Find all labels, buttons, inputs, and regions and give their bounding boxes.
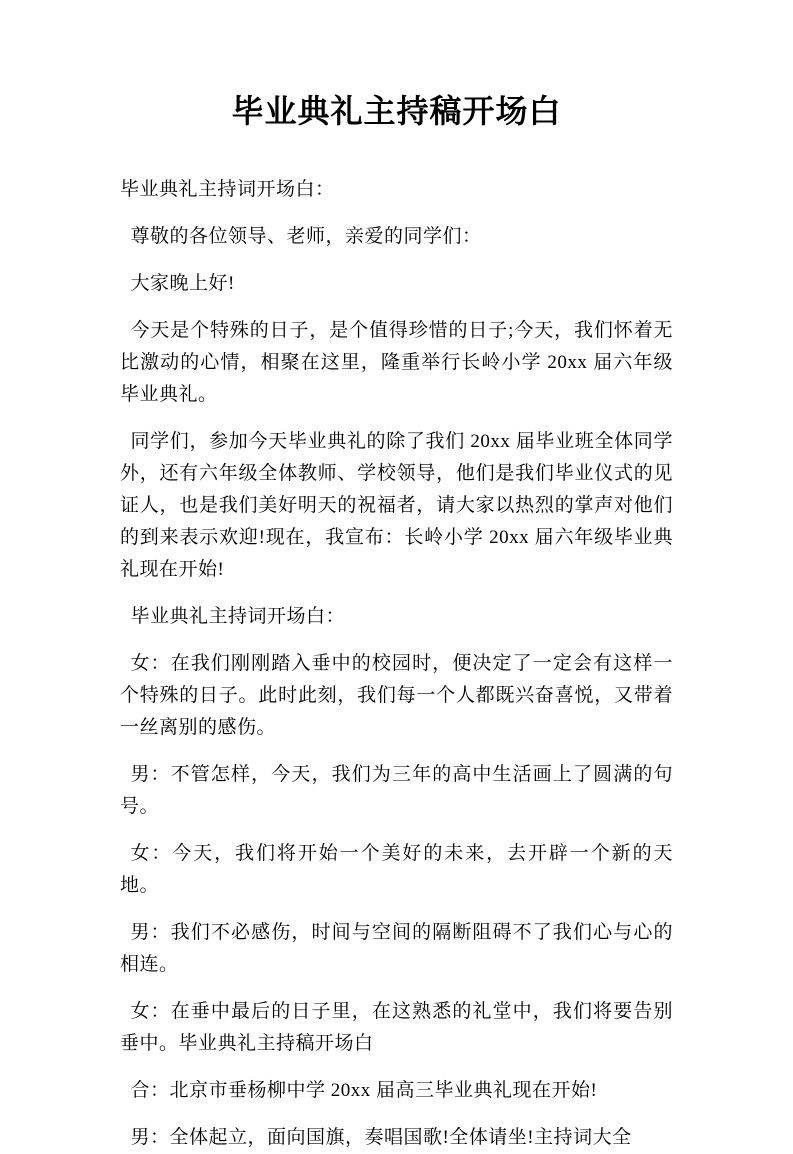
paragraph: 女：在我们刚刚踏入垂中的校园时，便决定了一定会有这样一个特殊的日子。此时此刻，我们每一个人都既兴奋喜悦，又带着一丝离别的感伤。	[120, 653, 673, 738]
paragraph: 男：不管怎样，今天，我们为三年的高中生活画上了圆满的句号。	[120, 764, 673, 817]
paragraph: 女：在垂中最后的日子里，在这熟悉的礼堂中，我们将要告别垂中。毕业典礼主持稿开场白	[120, 1001, 673, 1054]
paragraph: 男：我们不必感伤，时间与空间的隔断阻碍不了我们心与心的相连。	[120, 922, 673, 975]
document-title: 毕业典礼主持稿开场白	[231, 93, 562, 129]
paragraph: 同学们，参加今天毕业典礼的除了我们 20xx 届毕业班全体同学外，还有六年级全体教师、学校领导，他们是我们毕业仪式的见证人，也是我们美好明天的祝福者，请大家以热烈的掌声对他们的到来表示欢迎!现在，我宣布：长岭小学 20xx 届六年级毕业典礼现在开始!	[120, 431, 673, 580]
paragraph: 今天是个特殊的日子，是个值得珍惜的日子;今天，我们怀着无比激动的心情，相聚在这里，隆重举行长岭小学 20xx 届六年级毕业典礼。	[120, 320, 673, 405]
paragraph: 毕业典礼主持词开场白：	[130, 606, 345, 627]
paragraph: 男：全体起立，面向国旗，奏唱国歌!全体请坐!主持词大全	[130, 1127, 632, 1148]
paragraph: 尊敬的各位领导、老师，亲爱的同学们：	[130, 226, 482, 247]
paragraph: 毕业典礼主持词开场白：	[120, 179, 335, 200]
paragraph: 女：今天，我们将开始一个美好的未来，去开辟一个新的天地。	[120, 843, 673, 896]
paragraph: 合：北京市垂杨柳中学 20xx 届高三毕业典礼现在开始!	[130, 1080, 598, 1101]
paragraph: 大家晚上好!	[130, 273, 235, 294]
document-body	[120, 174, 673, 1154]
